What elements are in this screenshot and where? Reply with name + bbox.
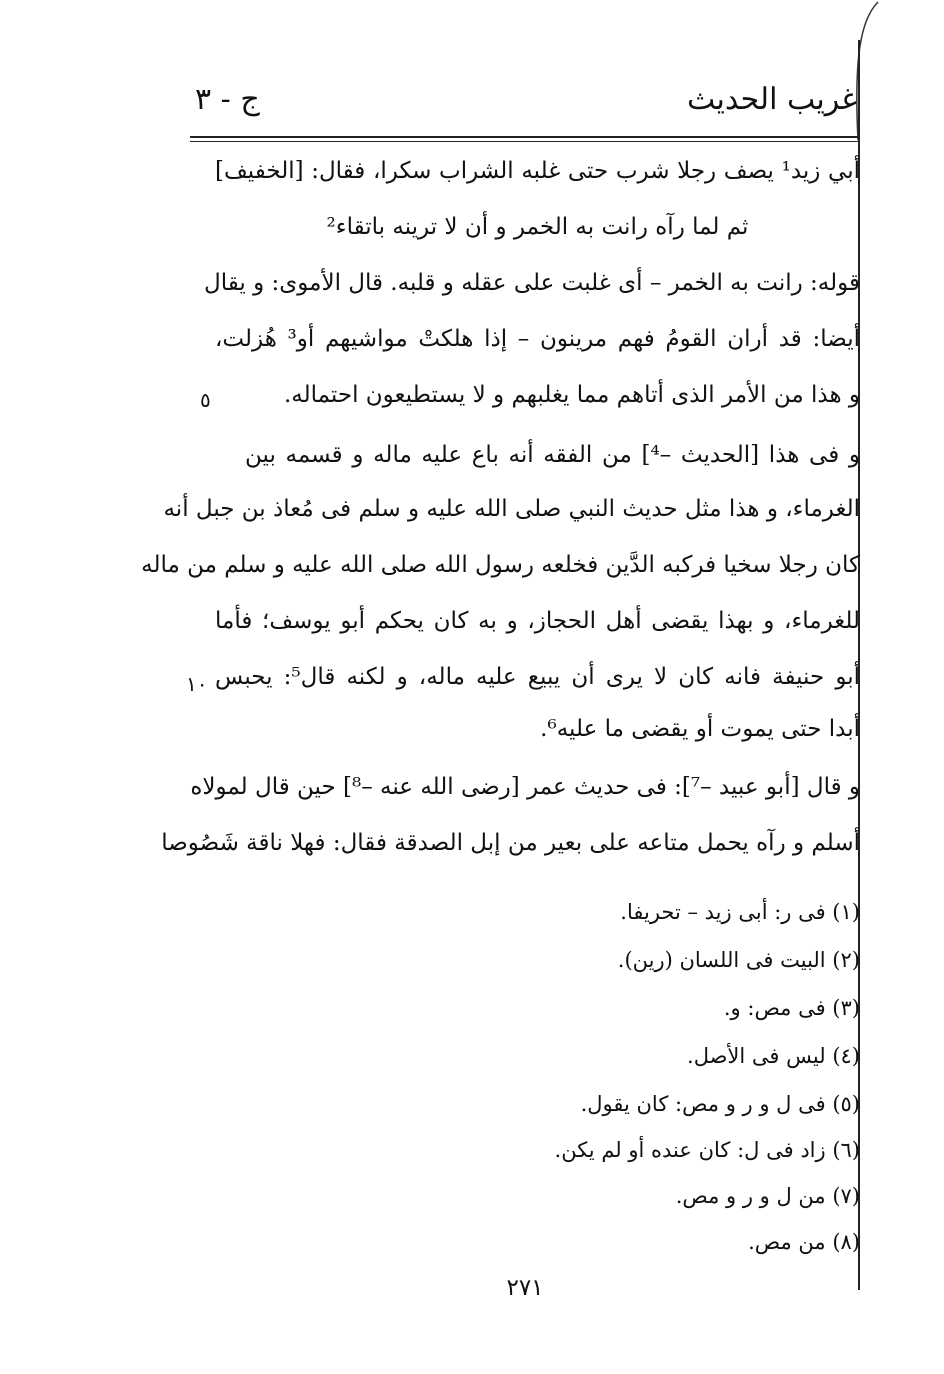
text-line: للغرماء، و بهذا يقضى أهل الحجاز، و به كان يحكم أبو يوسف؛ فأما (215, 608, 860, 634)
text-line: الغرماء، و هذا مثل حديث النبي صلى الله عليه و سلم فى مُعاذ بن جبل أنه (163, 496, 860, 522)
text-line: أبي زيد¹ يصف رجلا شرب حتى غلبه الشراب سكرا، فقال: [الخفيف] (215, 158, 860, 184)
footnote: (٥) فى ل و ر و مص: كان يقول. (580, 1092, 860, 1116)
text-line: و فى هذا [الحديث –⁴] من الفقه أنه باع عليه ماله و قسمه بين (245, 442, 860, 468)
line-marker-10: ١٠ (186, 672, 208, 696)
header-rule (190, 136, 858, 138)
text-line: أسلم و رآه يحمل متاعه على بعير من إبل الصدقة فقال: فهلا ناقة شَصُوصا (161, 830, 860, 856)
text-line: و قال [أبو عبيد –⁷]: فى حديث عمر [رضى الله عنه –⁸] حين قال لمولاه (190, 774, 860, 800)
text-line: كان رجلا سخيا فركبه الدَّين فخلعه رسول الله صلى الله عليه و سلم من ماله (141, 552, 860, 578)
footnote: (١) فى ر: أبى زيد – تحريفا. (620, 900, 860, 924)
page-number: ٢٧١ (506, 1275, 544, 1301)
footnote: (٢) البيت فى اللسان (رين). (617, 948, 860, 972)
verse-line: ثم لما رآه رانت به الخمر و أن لا ترينه باتقاء² (326, 214, 749, 240)
text-line: أيضا: قد أران القومُ فهم مرينون – إذا هلكتْ مواشيهم أو³ هُزلت، (215, 326, 860, 352)
footnote: (٤) ليس فى الأصل. (687, 1044, 860, 1068)
volume-marker: ج - ٣ (195, 82, 260, 117)
footnote: (٣) فى مص: و. (723, 996, 860, 1020)
text-line: أبو حنيفة فانه كان لا يرى أن يبيع عليه ماله، و لكنه قال⁵: يحبس (215, 664, 860, 690)
line-marker-5: ٥ (200, 388, 211, 412)
running-title: غريب الحديث (687, 82, 857, 117)
footnote: (٨) من مص. (748, 1230, 860, 1254)
header-rule-thin (190, 141, 858, 142)
text-line: قوله: رانت به الخمر – أى غلبت على عقله و قلبه. قال الأموى: و يقال (204, 270, 860, 296)
footnote: (٦) زاد فى ل: كان عنده أو لم يكن. (554, 1138, 860, 1162)
running-header (195, 78, 857, 128)
text-line: و هذا من الأمر الذى أتاهم مما يغلبهم و لا يستطيعون احتماله. (283, 382, 860, 408)
footnote: (٧) من ل و ر و مص. (675, 1184, 860, 1208)
text-line: أبدا حتى يموت أو يقضى ما عليه⁶. (540, 716, 860, 742)
